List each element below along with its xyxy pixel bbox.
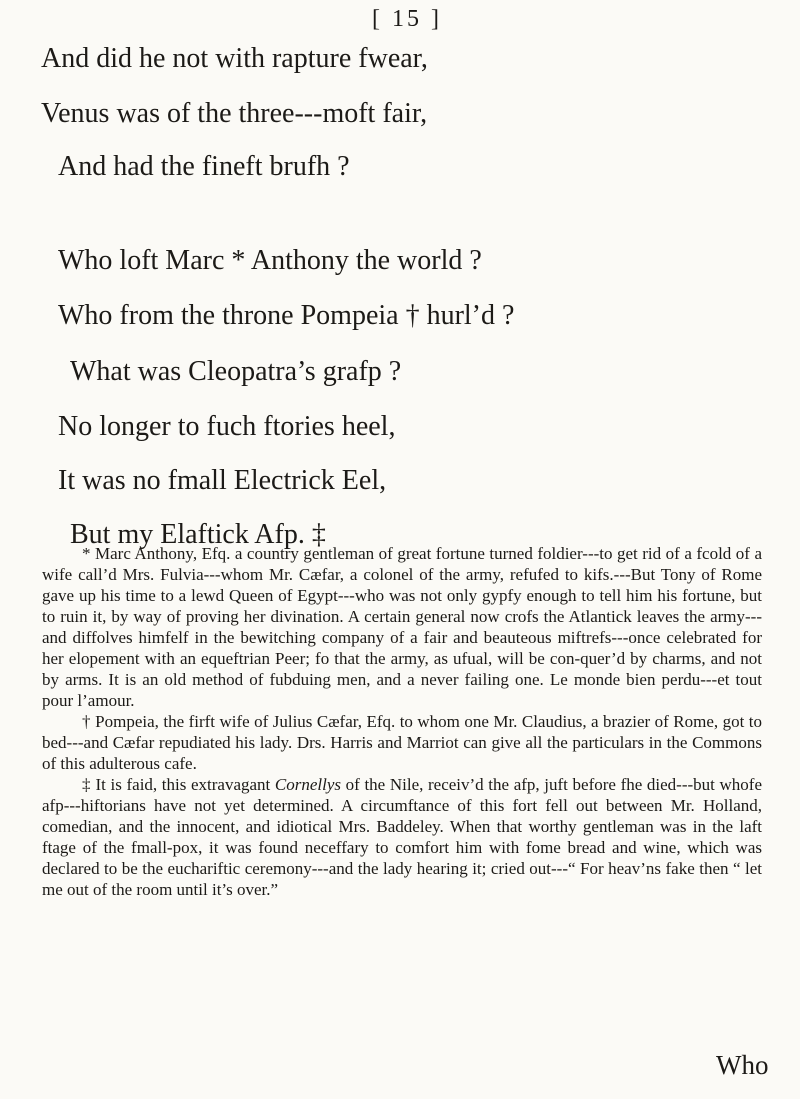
footnote-asp — [42, 774, 762, 900]
footnote-asp-lead: ‡ It is faid, this extravagant — [82, 775, 275, 794]
footnote-asp-italic: Cornellys — [274, 775, 342, 794]
catchword: Who — [716, 1050, 769, 1080]
footnote-anthony: * Marc Anthony, Efq. a country gentleman of great fortune turned foldier---to get rid of a fcold of a wife call’d Mrs. Fulvia---whom Mr. Cæfar, a colonel of the army, refufed to kifs.---But Tony of Rome gave up his time to a lewd Queen of Egypt---who was not only gypfy enough to tell him his fortune, but to ruin it, by way of proving her divination. A certain general now crofs the Atlantick leaves the army---and diffolves himfelf in the bewitching company of a fair and beauteous miftrefs---once celebrated for her elopement with an equeftrian Peer; fo that the army, as ufual, will be con-quer’d by charms, and not by arms. It is an old method of fubduing men, and a never failing one. Le monde bien perdu---et tout pour l’amour. — [42, 544, 762, 710]
footnote-pompeia: † Pompeia, the firft wife of Julius Cæfar, Efq. to whom one Mr. Claudius, a brazier of Rome, got to bed---and Cæfar repudiated his lady. Drs. Harris and Marriot can give all the particulars in the Commons of this adulterous cafe. — [42, 712, 762, 773]
page-number: [ 15 ] — [372, 6, 442, 32]
verse-line: Who loft Marc * Anthony the world ? — [58, 245, 482, 276]
verse-line: It was no fmall Electrick Eel, — [58, 465, 387, 496]
footnotes — [42, 543, 762, 900]
verse-line: No longer to fuch ftories heel, — [58, 411, 396, 442]
verse-line: What was Cleopatra’s grafp ? — [70, 356, 402, 387]
verse-line: Venus was of the three---moft fair, — [41, 98, 428, 129]
verse-line: And did he not with rapture fwear, — [41, 43, 428, 74]
verse-line: Who from the throne Pompeia † hurl’d ? — [58, 300, 515, 331]
footnote-asp-rest: of the Nile, receiv’d the afp, juft before fhe died---but whofe afp---hiftorians have not yet determined. A circumftance of this fort fell out between Mr. Holland, comedian, and the innocent, and idiotical Mrs. Baddeley. When that worthy gentleman was in the laft ftage of the fmall-pox, it was found neceffary to comfort him with fome bread and wine, which was declared to be the euchariftic ceremony---and the lady hearing it; cried out---“ For heav’ns fake then “ let me out of the room until it’s over.” — [42, 775, 762, 899]
verse-line: And had the fineft brufh ? — [58, 151, 350, 182]
verse-line: But my Elaftick Afp. ‡ — [70, 519, 326, 550]
